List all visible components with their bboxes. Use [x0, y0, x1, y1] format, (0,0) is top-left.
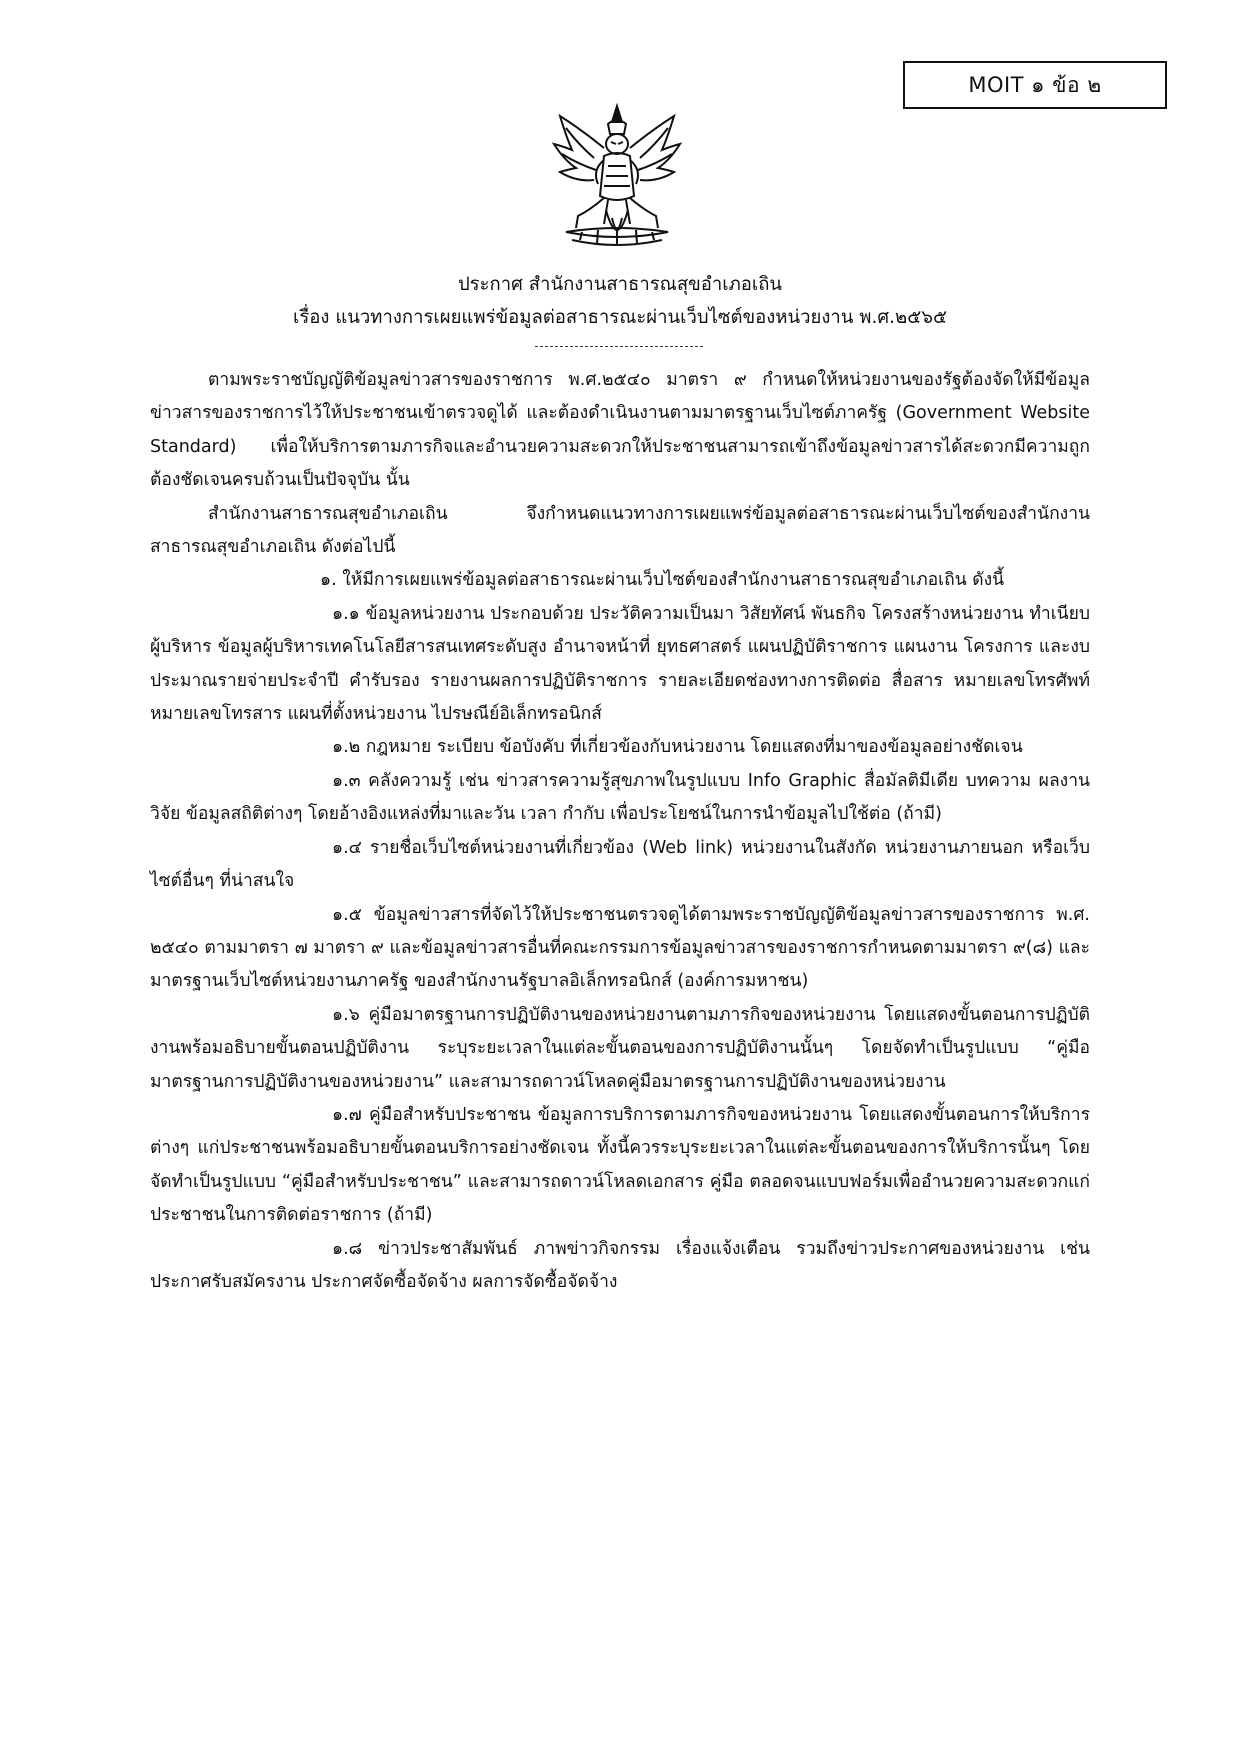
document-code-box — [903, 61, 1167, 109]
paragraph-preamble: ตามพระราชบัญญัติข้อมูลข่าวสารของราชการ พ.ศ.๒๕๔๐ มาตรา ๙ กำหนดให้หน่วยงานของรัฐต้องจัดให้มีข้อมูลข่าวสารของราชการไว้ให้ประชาชนเข้าตรวจดูได้ และต้องดำเนินงานตามมาตรฐานเว็บไซต์ภาครัฐ (Government Website Standard) เพื่อให้บริการตามภารกิจและอำนวยความสะดวกให้ประชาชนสามารถเข้าถึงข้อมูลข่าวสารได้สะดวกมีความถูกต้องชัดเจนครบถ้วนเป็นปัจจุบัน นั้น — [150, 370, 1090, 491]
document-body — [150, 364, 1090, 1299]
list-item-1-3: ๑.๓ คลังความรู้ เช่น ข่าวสารความรู้สุขภาพในรูปแบบ Info Graphic สื่อมัลติมีเดีย บทความ ผลงานวิจัย ข้อมูลสถิติต่างๆ โดยอ้างอิงแหล่งที่มาและวัน เวลา กำกับ เพื่อประโยชน์ในการนำข้อมูลไปใช้ต่อ (ถ้ามี) — [150, 770, 1090, 825]
heading-divider — [535, 346, 703, 347]
list-item-1-8: ๑.๘ ข่าวประชาสัมพันธ์ ภาพข่าวกิจกรรม เรื่องแจ้งเตือน รวมถึงข่าวประกาศของหน่วยงาน เช่น ประกาศรับสมัครงาน ประกาศจัดซื้อจัดจ้าง ผลการจัดซื้อจัดจ้าง — [150, 1238, 1090, 1292]
document-code: MOIT ๑ ข้อ ๒ — [968, 72, 1102, 97]
list-item-1-1: ๑.๑ ข้อมูลหน่วยงาน ประกอบด้วย ประวัติความเป็นมา วิสัยทัศน์ พันธกิจ โครงสร้างหน่วยงาน ทำเนียบผู้บริหาร ข้อมูลผู้บริหารเทคโนโลยีสารสนเทศระดับสูง อำนาจหน้าที่ ยุทธศาสตร์ แผนปฏิบัติราชการ แผนงาน โครงการ และงบประมาณรายจ่ายประจำปี คำรับรอง รายงานผลการปฏิบัติราชการ รายละเอียดช่องทางการติดต่อ สื่อสาร หมายเลขโทรศัพท์ หมายเลขโทรสาร แผนที่ตั้งหน่วยงาน ไปรษณีย์อิเล็กทรอนิกส์ — [150, 603, 1090, 725]
list-item-1-6: ๑.๖ คู่มือมาตรฐานการปฏิบัติงานของหน่วยงานตามภารกิจของหน่วยงาน โดยแสดงขั้นตอนการปฏิบัติงานพร้อมอธิบายขั้นตอนปฏิบัติงาน ระบุระยะเวลาในแต่ละขั้นตอนของการปฏิบัติงานนั้นๆ โดยจัดทำเป็นรูปแบบ “คู่มือมาตรฐานการปฏิบัติงานของหน่วยงาน” และสามารถดาวน์โหลดคู่มือมาตรฐานการปฏิบัติงานของหน่วยงาน — [150, 1004, 1090, 1092]
list-item-1-7: ๑.๗ คู่มือสำหรับประชาชน ข้อมูลการบริการตามภารกิจของหน่วยงาน โดยแสดงขั้นตอนการให้บริการต่างๆ แก่ประชาชนพร้อมอธิบายขั้นตอนบริการอย่างชัดเจน ทั้งนี้ควรระบุระยะเวลาในแต่ละขั้นตอนของการให้บริการนั้นๆ โดยจัดทำเป็นรูปแบบ “คู่มือสำหรับประชาชน” และสามารถดาวน์โหลดเอกสาร คู่มือ ตลอดจนแบบฟอร์มเพื่ออำนวยความสะดวกแก่ประชาชนในการติดต่อราชการ (ถ้ามี) — [150, 1104, 1090, 1226]
list-item-1: ๑. ให้มีการเผยแพร่ข้อมูลต่อสาธารณะผ่านเว็บไซต์ของสำนักงานสาธารณสุขอำเภอเถิน ดังนี้ — [320, 570, 1005, 591]
garuda-emblem-icon — [542, 100, 692, 260]
list-item-1-2: ๑.๒ กฎหมาย ระเบียบ ข้อบังคับ ที่เกี่ยวข้องกับหน่วยงาน โดยแสดงที่มาของข้อมูลอย่างชัดเจน — [332, 737, 1023, 758]
list-item-1-4: ๑.๔ รายชื่อเว็บไซต์หน่วยงานที่เกี่ยวข้อง (Web link) หน่วยงานในสังกัด หน่วยงานภายนอก หรือเว็บไซต์อื่นๆ ที่น่าสนใจ — [150, 837, 1090, 892]
announcement-title: ประกาศ สำนักงานสาธารณสุขอำเภอเถิน — [457, 274, 783, 295]
announcement-subject: เรื่อง แนวทางการเผยแพร่ข้อมูลต่อสาธารณะผ่านเว็บไซต์ของหน่วยงาน พ.ศ.๒๕๖๕ — [293, 307, 947, 328]
paragraph-directive: สำนักงานสาธารณสุขอำเภอเถิน จึงกำหนดแนวทางการเผยแพร่ข้อมูลต่อสาธารณะผ่านเว็บไซต์ของสำนักงานสาธารณสุขอำเภอเถิน ดังต่อไปนี้ — [150, 503, 1090, 558]
list-item-1-5: ๑.๕ ข้อมูลข่าวสารที่จัดไว้ให้ประชาชนตรวจดูได้ตามพระราชบัญญัติข้อมูลข่าวสารของราชการ พ.ศ. ๒๕๔๐ ตามมาตรา ๗ มาตรา ๙ และข้อมูลข่าวสารอื่นที่คณะกรรมการข้อมูลข่าวสารของราชการกำหนดตามมาตรา ๙(๘) และมาตรฐานเว็บไซต์หน่วยงานภาครัฐ ของสำนักงานรัฐบาลอิเล็กทรอนิกส์ (องค์การมหาชน) — [150, 904, 1090, 992]
